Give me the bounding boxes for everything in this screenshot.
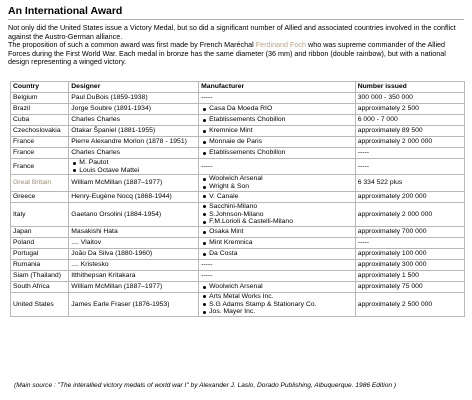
manufacturer-cell [199,115,356,126]
table-row [11,292,465,316]
designer-item: M. Pautot [71,159,196,167]
designer-item: Louis Octave Mattei [71,167,196,175]
manufacturer-item: Osaka Mint [201,228,353,236]
designer-cell: Jorge Soubre (1891-1934) [69,104,199,115]
manufacturer-list [201,175,353,190]
table-row [11,93,465,104]
designer-list [71,159,196,174]
designer-cell: Masakishi Hata [69,226,199,237]
manufacturer-cell: ----- [199,270,356,281]
table-row [11,159,465,175]
table-row [11,191,465,202]
country-cell: Japan [11,226,69,237]
number-issued-cell: 300 000 - 350 000 [355,93,464,104]
table-header-row [11,82,465,93]
manufacturer-list [201,250,353,258]
manufacturer-item: Wright & Son [201,183,353,191]
manufacturer-list [201,116,353,124]
table-row [11,104,465,115]
manufacturer-cell [199,202,356,226]
country-cell: Rumania [11,259,69,270]
manufacturer-cell [199,281,356,292]
manufacturer-item: Etablissements Chobillon [201,116,353,124]
header-manufacturer: Manufacturer [199,82,356,93]
manufacturer-item: S.Johnson-Milano [201,211,353,219]
country-cell: Portugal [11,248,69,259]
table-row [11,115,465,126]
manufacturer-item: Jos. Mayer Inc. [201,308,353,316]
intro-paragraph-2-text-end: who was supreme commander of the Allied Forces during the First World War. Each medal in bronze has the same diameter (36 mm) and ribbon (double rainbow), but with a national design representing a winged victory. [8,40,446,67]
number-issued-cell: approximately 1 500 [355,270,464,281]
intro-paragraph-2 [8,41,466,67]
manufacturer-item: F.M.Lorioli & Castelli-Milano [201,218,353,226]
designer-cell: Otakar Španiel (1881-1955) [69,126,199,137]
number-issued-cell: 6 334 522 plus [355,175,464,191]
table-row [11,137,465,148]
manufacturer-cell [199,175,356,191]
manufacturer-list [201,228,353,236]
manufacturer-cell [199,126,356,137]
manufacturer-item: Woolwich Arsenal [201,283,353,291]
manufacturer-cell: ----- [199,93,356,104]
table-row [11,270,465,281]
victory-medal-table [10,81,465,317]
table-row [11,248,465,259]
header-number-issued: Number issued [355,82,464,93]
manufacturer-list [201,293,353,316]
country-cell: Brazil [11,104,69,115]
manufacturer-item: V. Canale [201,193,353,201]
designer-cell [69,159,199,175]
manufacturer-cell [199,292,356,316]
manufacturer-list [201,203,353,226]
number-issued-cell: approximately 300 000 [355,259,464,270]
manufacturer-item: Sacchini-Milano [201,203,353,211]
table-row [11,126,465,137]
country-cell: Italy [11,202,69,226]
number-issued-cell: ----- [355,148,464,159]
manufacturer-list [201,239,353,247]
manufacturer-list [201,283,353,291]
manufacturer-cell [199,191,356,202]
manufacturer-cell [199,148,356,159]
number-issued-cell: approximately 700 000 [355,226,464,237]
intro-paragraph-1: Not only did the United States issue a Victory Medal, but so did a significant number of Allied and associated countries involved in the conflict against the Austro-German alliance. [8,23,456,41]
manufacturer-cell: ----- [199,159,356,175]
number-issued-cell: approximately 100 000 [355,248,464,259]
foch-link[interactable]: Ferdinand Foch [255,40,307,50]
manufacturer-list [201,193,353,201]
country-cell: Cuba [11,115,69,126]
designer-cell: Paul DuBois (1859-1938) [69,93,199,104]
country-cell-link[interactable]: Great Britain [11,175,69,191]
manufacturer-list [201,127,353,135]
intro-text [8,24,466,67]
number-issued-cell: approximately 89 500 [355,126,464,137]
designer-cell: .... Kristesko [69,259,199,270]
designer-cell: João Da Silva (1880-1960) [69,248,199,259]
designer-cell: Pierre Alexandre Morlon (1878 - 1951) [69,137,199,148]
designer-cell: Charles Charles [69,115,199,126]
manufacturer-item: Casa Da Moeda RIO [201,105,353,113]
manufacturer-list [201,138,353,146]
table-row [11,175,465,191]
designer-cell: Gaetano Orsolini (1884-1954) [69,202,199,226]
table-row [11,226,465,237]
number-issued-cell: approximately 2 500 000 [355,292,464,316]
manufacturer-item: Woolwich Arsenal [201,175,353,183]
number-issued-cell: approximately 2 500 [355,104,464,115]
number-issued-cell: approximately 2 000 000 [355,137,464,148]
manufacturer-cell [199,226,356,237]
designer-cell: Itthithepsan Kritakara [69,270,199,281]
number-issued-cell: ----- [355,159,464,175]
manufacturer-cell: ----- [199,259,356,270]
country-cell: Belgium [11,93,69,104]
header-country: Country [11,82,69,93]
manufacturer-item: Da Costa [201,250,353,258]
number-issued-cell: 6 000 - 7 000 [355,115,464,126]
country-cell: Greece [11,191,69,202]
table-body [11,93,465,317]
country-cell: France [11,137,69,148]
country-cell: France [11,159,69,175]
country-cell: Czechoslovakia [11,126,69,137]
designer-cell: .... Vlaitov [69,237,199,248]
header-designer: Designer [69,82,199,93]
manufacturer-item: Arts Metal Works Inc. [201,293,353,301]
manufacturer-cell [199,104,356,115]
intro-paragraph-2-text-start: The proposition of such a common award was first made by French Maréchal [8,40,256,50]
country-cell: France [11,148,69,159]
manufacturer-list [201,149,353,157]
country-cell: South Africa [11,281,69,292]
number-issued-cell: ----- [355,237,464,248]
manufacturer-item: Etablissements Chobillon [201,149,353,157]
table-row [11,281,465,292]
country-cell: United States [11,292,69,316]
manufacturer-list [201,105,353,113]
number-issued-cell: approximately 200 000 [355,191,464,202]
designer-cell: William McMillan (1887–1977) [69,175,199,191]
designer-cell: Henry-Eugène Nocq (1868-1944) [69,191,199,202]
source-note: (Main source : "The interallied victory medals of world war I" by Alexander J. Laslo, Dorado Publishing, Albuquerque. 1986 Edition ) [14,382,397,389]
table-row [11,148,465,159]
page-title: An International Award [8,5,464,20]
manufacturer-item: Monnaie de Paris [201,138,353,146]
number-issued-cell: approximately 2 000 000 [355,202,464,226]
manufacturer-item: S.G Adams Stamp & Stationary Co. [201,301,353,309]
number-issued-cell: approximately 75 000 [355,281,464,292]
table-row [11,237,465,248]
country-cell: Siam (Thailand) [11,270,69,281]
manufacturer-item: Kremnice Mint [201,127,353,135]
designer-cell: Charles Charles [69,148,199,159]
manufacturer-cell [199,137,356,148]
manufacturer-cell [199,237,356,248]
country-cell: Poland [11,237,69,248]
designer-cell: William McMillan (1887–1977) [69,281,199,292]
designer-cell: James Earle Fraser (1876-1953) [69,292,199,316]
table-row [11,202,465,226]
manufacturer-item: Mint Kremnica [201,239,353,247]
manufacturer-cell [199,248,356,259]
table-row [11,259,465,270]
